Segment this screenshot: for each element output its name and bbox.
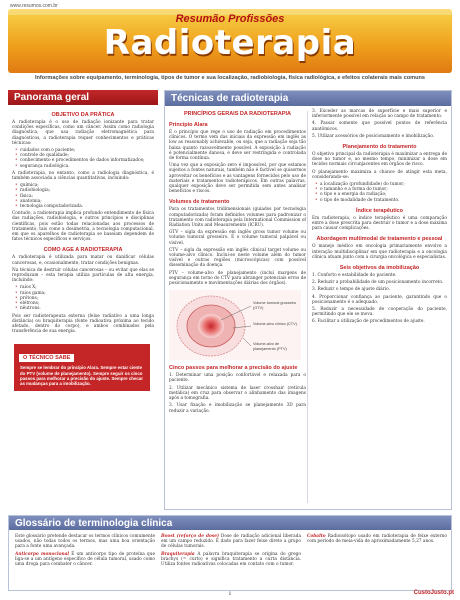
imob-item: 4. Proporcionar confiança ao paciente, garantindo que o posicionamento é o adequado. [312, 294, 447, 305]
ctv-label: Volume-alvo clínico (CTV) [253, 322, 297, 327]
page-number: 1 [228, 591, 232, 597]
volumes-title: Volumes de tratamento [169, 199, 230, 206]
list-item: • conhecimento e procedimentos de dados informatizados; [16, 158, 154, 163]
glossary-intro: Este glossário pretende destacar os termos clínicos comumente usados, não todas todos os termos, mas uma boa orientação para a fonte uma avançada. [15, 534, 155, 550]
glossary-definition: É um anticorpo tipo de proteína que liga-se a um antígeno específico de célula tumoral, usado como uma droga para combater o câncer. [15, 551, 155, 568]
cinco-item: 1. Determinar uma posição confortável e relaxada para o paciente. [169, 373, 306, 384]
cinco-title: Cinco passos para melhorar a precisão do ajuste [169, 365, 298, 372]
glossary-term: Anticorpo monoclonal [15, 551, 70, 557]
list-item: • controle de qualidade; [16, 153, 154, 158]
glossary-entry [15, 552, 155, 568]
indice-title: Índice terapêutico [355, 207, 404, 214]
cinco-item: 3. Usar fixação e imobilização se planejamento 3D para reduzir a variação. [169, 403, 306, 414]
list-item: • a localização (profundidade) do tumor; [316, 182, 447, 187]
glossary-heading: Glossário de terminologia clínica [9, 516, 451, 530]
objetivo-title: OBJETIVO DA PRÁTICA [51, 112, 115, 118]
como-title: COMO AGE A RADIOTERAPIA [43, 247, 123, 254]
gtv-text: GTV – sigla da expressão em inglês gross tumor volume ou volume tumoral grosseiro. É o volume tumoral palpável ou visível. [169, 230, 306, 246]
ptv-label: Volume-alvo de planejamento (PTV) [253, 342, 287, 351]
areas-text: A radioterapia, no entanto, como a radiologia diagnóstica, é também associada a ciências quantitativas, incluindo: [12, 170, 154, 182]
list-item: • raios gama; [16, 291, 154, 296]
list-item: • física; [16, 194, 154, 199]
imob-item: 6. Facilitar a utilização de procedimentos de ajuste. [312, 319, 425, 325]
imob-item: 1. Conforto e estabilidade do paciente. [312, 273, 397, 279]
glossary-col-2 [161, 534, 301, 569]
list-item: • segurança radiológica. [16, 164, 154, 169]
imob-item: 3. Reduzir o tempo de ajuste diário. [312, 287, 390, 293]
list-item: • raios X; [16, 285, 154, 290]
target-volumes-diagram [169, 290, 301, 360]
como-text: A radioterapia é utilizada para matar ou danificar células cancerosas, e, ocasionalmente, tratar condições benignas. [12, 255, 154, 266]
imob-title: Seis objetivos da imobilização [339, 265, 420, 272]
glossary-entry [161, 534, 301, 550]
tecnicas-col-b [312, 109, 447, 327]
gtv-region [198, 314, 224, 338]
col2-item: 4. Passar somente que possível pontos de referência anatômicos. [312, 121, 447, 132]
indice-text: Em radioterapia, o índice terapêutico é uma comparação entre a dose prescrita para destruir o tumor e a dose máxima para causar complicações. [312, 215, 447, 232]
glossary-definition: A palavra braquiterapia se origina do grego brachys (= curto) e significa tratamento a curta distância. Utiliza fontes radioativas colocadas em contato com o tumor. [161, 551, 301, 568]
tecnicas-col-a [169, 109, 306, 416]
header-banner [8, 9, 452, 73]
planejamento-list [316, 182, 447, 203]
alara-text: É o princípio que rege o uso de radiação em procedimentos clínicos. O termo vem das iniciais da expressão em inglês as low as reasonably achievable, ou seja, que a radiação seja tão baixa quanto razoavelmente possível. A exposição à radiação é potencialmente danosa, e deve ser restringida e controlada de forma contínua. [169, 130, 306, 162]
list-item: • prótons; [16, 296, 154, 301]
objetivo-text: A radioterapia é o uso de radiação ionizante para tratar condições específicas, como um câncer. Assim como radiologia diagnóstica, que usa radiação eletromagnética para diagnósticos, a radioterapia requer conhecimentos e práticas técnicas: [12, 120, 154, 146]
watermark-credit: CustoJusto.pt [413, 590, 454, 596]
glossary-definition: Dose de radiação adicional liberada em um campo reduzido. É dado para fazer feixe direto a grupo de células tumorais. [161, 534, 302, 550]
col2-item: 3. Exceder as marcas de superfície e mais superior e inferiormente possível em relação ao campo de tratamento. [312, 109, 447, 120]
list-item: • química; [16, 183, 154, 188]
list-item: • cuidados com o paciente; [16, 148, 154, 153]
tecnicas-heading: Técnicas de radioterapia [165, 91, 451, 106]
areas-list [16, 183, 154, 209]
imob-item: 5. Reduzir a necessidade de cooperação do paciente, permitindo que ele se mova. [312, 307, 447, 318]
planejamento-text-2: O planejamento maximiza a chance de atingir esta meta, considerando-se: [312, 169, 447, 180]
principios-title: PRINCÍPIOS GERAIS DA RADIOTERAPIA [183, 111, 292, 117]
ctv-text: CTV – sigla da expressão em inglês clinical target volume ou volume-alvo clínico. Inclui-se neste volume além do tumor visível e outras regiões (microscópicas) com possível disseminação da doença. [169, 247, 306, 269]
glossary-col-1 [15, 534, 155, 569]
col2-item: 5. Utilizar acessórios de posicionamento e imobilização. [312, 133, 435, 139]
glossary-entry [307, 534, 447, 544]
alara-text-2: Uma vez que a exposição zero é impossível, por que estamos sujeitos a fontes naturais, também não é factível se quisermos aproveitar os benefícios e as vantagens fornecidos pelo uso de materiais e tratamentos radioterápicos. Em outras palavras, qualquer exposição deve ser permitida sem antes analisar benefícios e riscos. [169, 163, 306, 195]
volumes-text: Para os tratamentos tridimensionais (guiados por tecnologia computadorizada) foram definidos volumes para padronizar o tratamento com radioterapia pela International Commission of Radiation Units and Measurements (ICRU). [169, 207, 306, 229]
glossary-section [8, 515, 452, 591]
glossary-term: Boost (reforço de dose) [161, 534, 220, 539]
tipos-list [16, 285, 154, 311]
tip-box [14, 344, 150, 390]
list-item: • anatomia; [16, 199, 154, 204]
brand-label: Resumão Profissões [175, 13, 285, 25]
contexto-text: Contudo, a radioterapia implica profundo entendimento de física das radiações, radiobiologia, e outros princípios e disciplinas científicas, pois estão todas relacionadas aos processos de tratamento, tais como a dosimetria, a tecnologia computacional, em que os aparelhos de radioterapia se baseiam dependem de fatos técnicos específicos e serviços. [12, 211, 154, 243]
list-item: • tecnologia computadorizada. [16, 204, 154, 209]
page-subtitle: Informações sobre equipamento, terminologia, tipos de tumor e sua localização, radiobiologia, física radiológica, e efeitos colaterais mais comuns [34, 75, 426, 81]
tecnicas-section [164, 90, 452, 510]
glossary-entry [161, 552, 301, 568]
panorama-section [8, 90, 158, 510]
alara-title: Princípio Alara [169, 122, 208, 128]
objetivo-list [16, 148, 154, 169]
list-item: • radiobiologia; [16, 188, 154, 193]
list-item: • nêutrons. [16, 306, 154, 311]
tip-title: O TÉCNICO SABE [18, 353, 75, 363]
list-item: • elétrons; [16, 301, 154, 306]
ptv-text: PTV – volume-alvo de planejamento (incluí margens de segurança em torno do CTV para abranger potenciais erros de posicionamento e movimentações diárias dos órgãos). [169, 270, 306, 287]
glossary-col-3 [307, 534, 447, 546]
planejamento-title: Planejamento do tratamento [342, 144, 417, 151]
planejamento-text: O objetivo principal da radioterapia é maximizar a entrega de dose no tumor e, ao mesmo tempo, minimizar a dose em tecidos normais circunjacentes em órgãos de risco. [312, 152, 447, 168]
glossary-term: Braquiterapia [161, 551, 195, 557]
multimodal-text: O manejo médico em oncologia primariamente envolve a interação multidisciplinar em que radioterapia e a oncologia clínica atuam junto com a cirurgia oncológica e especialistas. [312, 244, 447, 260]
site-url[interactable]: www.resumos.com.br [10, 3, 58, 9]
list-item: • o tipo de modalidade de tratamento. [316, 198, 447, 203]
glossary-definition: Radioisótopo usado em radioterapia de feixe externo com período de meia-vida de aproximadamente 5,27 anos. [307, 534, 447, 545]
cinco-item: 2. Utilizar mecânico sistema de laser crosshair (retícula metálica) em cruz para observar o alinhamento das imagens após a tomografia. [169, 385, 306, 402]
list-item: • o tipo e a energia da radiação; [316, 192, 447, 197]
imob-item: 2. Reduzir a probabilidade de um posicionamento incorreto. [312, 280, 444, 286]
gtv-label: Volume tumoral grosseiro (GTV) [253, 301, 297, 310]
multimodal-title: Abordagem multimodal de tratamento e pessoal [316, 236, 443, 243]
tip-text: Sempre se lembrar do princípio Alara. Sempre estar ciente do PTV (volume de planejamento). Sempre seguir os cinco passos para melhorar a precisão do ajuste. Sempre checar as mudanças para a imobilização. [20, 365, 143, 387]
column-divider [307, 111, 308, 503]
page-title: Radioterapia [103, 23, 357, 63]
list-item: • o tamanho e a forma do tumor; [316, 187, 447, 192]
glossary-term: Cobalto [307, 534, 326, 539]
tipos-text: Na técnica de destruir células cancerosas – ou evitar que elas se reproduzam – esta terapia utiliza partículas de alta energia, incluindo: [12, 267, 154, 284]
final-text: Pois ser radioterapeuta externa (feixe radiativo a uma longa distância) ou braquiterapia (fonte radioativa próxima ao tecido afetado, dentro do corpo), e ambos combinados pela transferência de sua energia. [12, 313, 154, 335]
panorama-heading: Panorama geral [8, 90, 158, 105]
